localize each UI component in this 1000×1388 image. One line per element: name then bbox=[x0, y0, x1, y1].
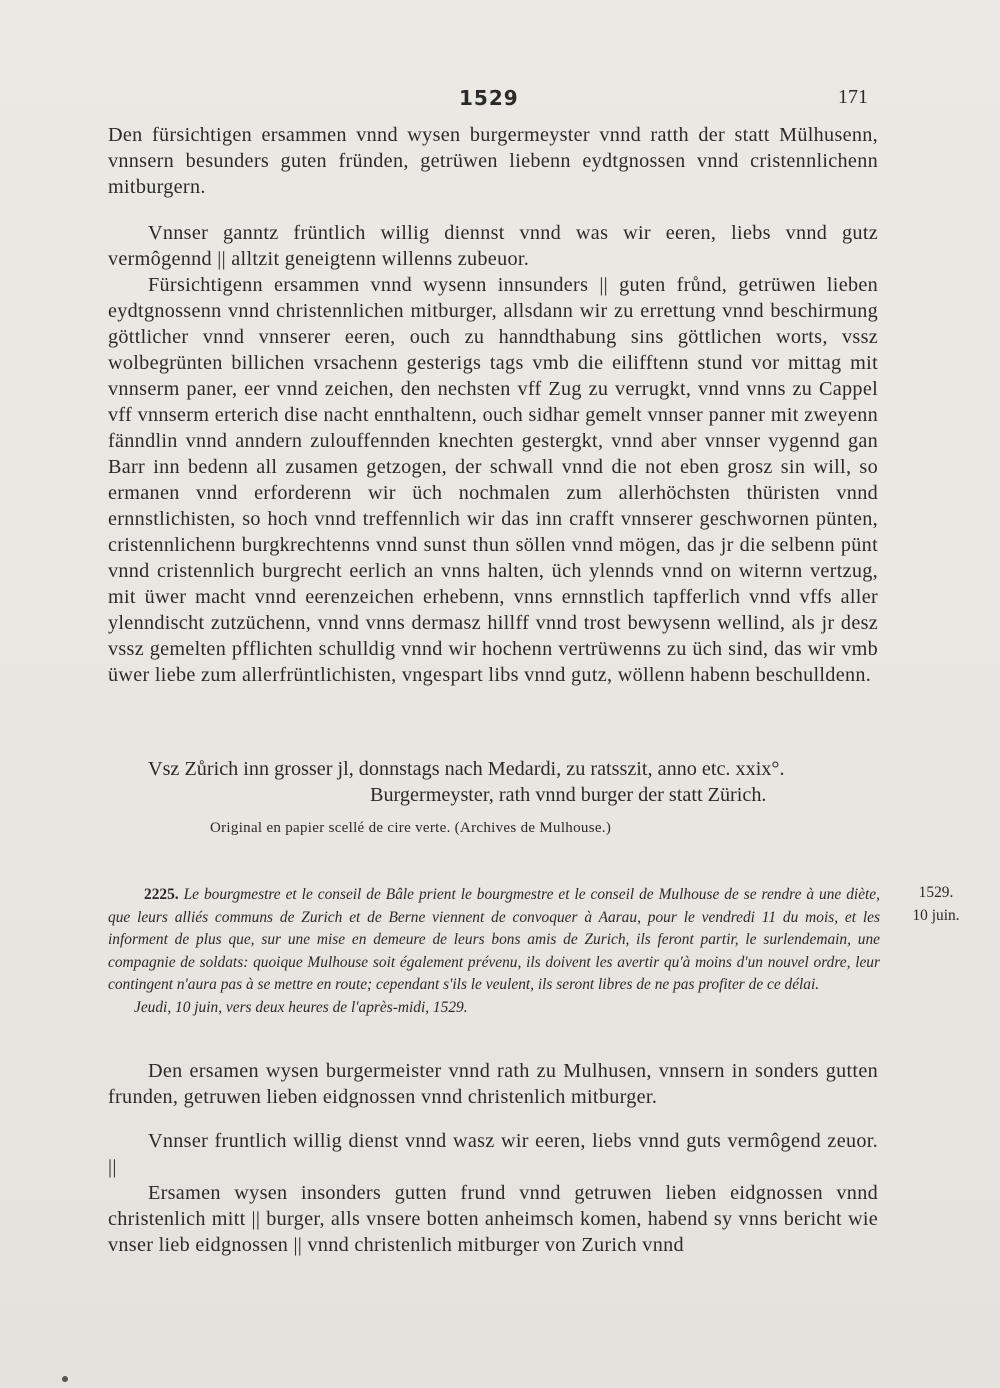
letter1-body-block bbox=[108, 272, 878, 688]
margin-day: 10 juin. bbox=[912, 906, 960, 924]
letter1-greeting-block bbox=[108, 220, 878, 272]
letter2-greeting: Vnnser fruntlich willig dienst vnnd wasz wir eeren, liebs vnnd guts vermôgend zeuor. || bbox=[108, 1130, 878, 1178]
scan-speck bbox=[62, 1376, 68, 1382]
entry-date-line: Jeudi, 10 juin, vers deux heures de l'après-midi, 1529. bbox=[134, 998, 468, 1016]
letter1-address-block bbox=[108, 122, 878, 200]
letter1-signature: Burgermeyster, rath vnnd burger der statt Zürich. bbox=[370, 784, 767, 806]
letter2-body-block bbox=[108, 1180, 878, 1258]
letter2-greeting-block bbox=[108, 1128, 878, 1180]
running-year: 1529 bbox=[459, 86, 519, 110]
letter1-dateline: Vsz Zůrich inn grosser jl, donnstags nach Medardi, zu ratsszit, anno etc. xxix°. bbox=[148, 758, 785, 780]
letter1-body: Fürsichtigenn ersammen vnnd wysenn innsunders || guten frůnd, getrüwen lieben eydtgnossenn vnnd christennlichen mitburger, allsdann wir zu errettung vnnd beschirmung göttlicher vnnd vnnserer eeren, ouch zu hanndthabung sins göttlichen worts, vssz wolbegrünten billichen vrsachenn gesterigs tags vmb die eilifftenn stund vor mittag mit vnnserm paner, eer vnnd zeichen, den nechsten vff Zug zu verrugkt, vnnd vnns zu Cappel vff vnnserm erterich dise nacht ennthaltenn, ouch sidhar gemelt vnnser panner mit zweyenn fänndlin vnnd anndern zulouffennden knechten gestergkt, vnnd aber vnnser vygennd gan Barr inn bedenn all zusamen getzogen, der schwall vnnd die not eben grosz sin will, so ermanen vnnd erforderenn wir üch nochmalen zum allerhöchsten thüristen vnnd ernnstlichisten, so hoch vnnd treffennlich wir das inn crafft vnnserer geschwornen pünten, cristennlichenn burgkrechtenns vnnd sunst thun söllen vnnd mögen, das jr die selbenn pünt vnnd cristennlich burgrecht eerlich an vnns halten, üch ylennds vnnd on witernn vertzug, mit üwer macht vnnd eerenzeichen erhebenn, vnns ernnstlich tapfferlich vnnd vffs aller ylenndischt zutzüchenn, vnnd vnns dermasz hillff vnnd trost bewysenn wellind, als jr desz vssz gemelten pfflichten schulldig vnnd wir hochenn vertrüwenns zu üch sind, das wir vmb üwer liebe zum allerfrüntlichisten, vngespart libs vnnd gutz, wöllenn habenn beschulldenn. bbox=[108, 274, 878, 686]
letter2-body: Ersamen wysen insonders gutten frund vnnd getruwen lieben eidgnossen vnnd christenlich mitt || burger, alls vnsere botten anheimsch komen, habend sy vnns bericht wie vnser lieb eidgnossen || vnnd christenlich mitburger von Zurich vnnd bbox=[108, 1182, 878, 1256]
entry-summary-text: Le bourgmestre et le conseil de Bâle prient le bourgmestre et le conseil de Mulhouse de se rendre à une diète, que leurs alliés communs de Zurich et de Berne viennent de convoquer à Aarau, pour le vendredi 11 du mois, et les informent de plus que, sur une mise en demeure de leurs bons amis de Zurich, ils feront partir, le surlendemain, une compagnie de soldats: quoique Mulhouse soit également prévenu, ils doivent les avertir qu'à moins d'un nouvel ordre, leur contingent n'aura pas à se mettre en route; cependant s'ils le veulent, ils seront libres de ne pas profiter de ce délai. bbox=[108, 886, 880, 994]
source-note: Original en papier scellé de cire verte. (Archives de Mulhouse.) bbox=[210, 820, 612, 836]
letter2-address: Den ersamen wysen burgermeister vnnd rath zu Mulhusen, vnnsern in sonders gutten frunden, getruwen lieben eidgnossen vnnd christenlich mitburger. bbox=[108, 1060, 878, 1108]
entry-summary bbox=[108, 884, 880, 1020]
margin-date-note bbox=[896, 882, 976, 927]
page-number: 171 bbox=[838, 86, 868, 108]
entry-number: 2225. bbox=[144, 886, 179, 903]
margin-year: 1529. bbox=[918, 884, 954, 901]
letter1-address: Den fürsichtigen ersammen vnnd wysen burgermeyster vnnd ratth der statt Mülhusenn, vnnsern besunders guten fründen, getrüwen liebenn eydtgnossen vnnd cristennlichenn mitburgern. bbox=[108, 124, 878, 198]
letter2-address-block bbox=[108, 1058, 878, 1110]
letter1-greeting: Vnnser ganntz früntlich willig diennst vnnd was wir eeren, liebs vnnd gutz vermôgennd || alltzit geneigtenn willenns zubeuor. bbox=[108, 222, 878, 270]
page-header bbox=[0, 84, 1000, 114]
